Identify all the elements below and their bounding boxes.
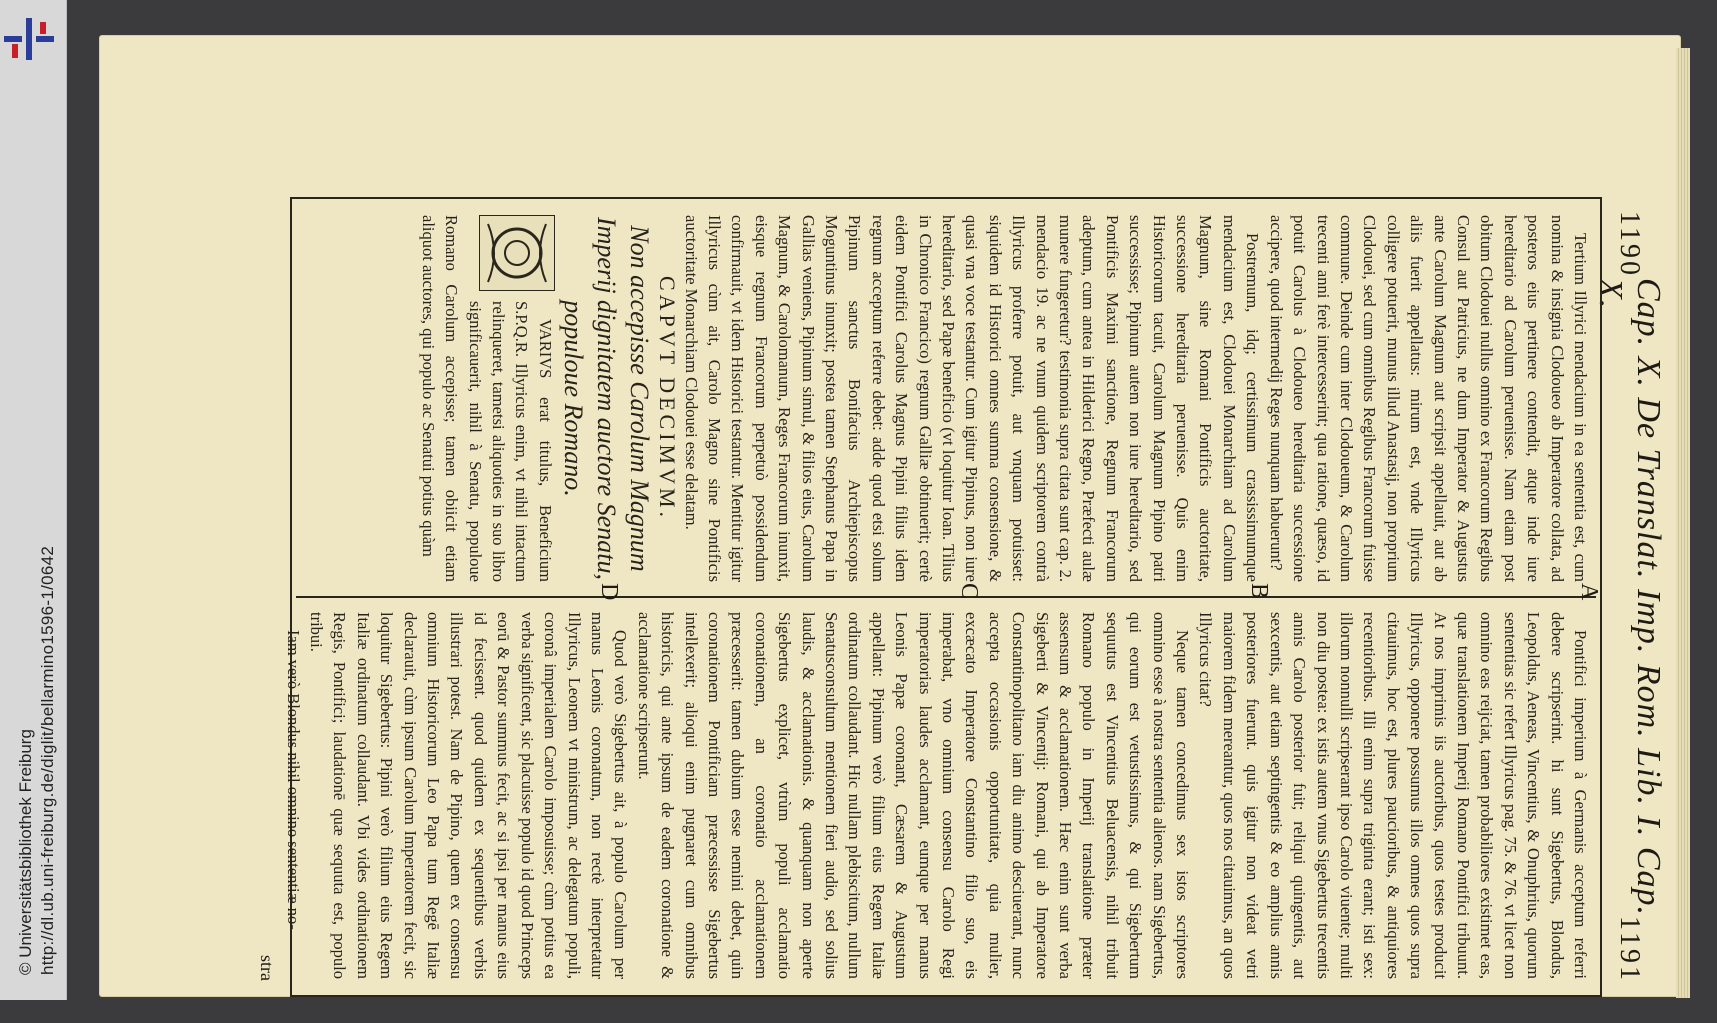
paragraph: Pontifici imperium à Germanis acceptum referri debere scripserint. hi sunt Sigebertus, Blondus, Leopoldus, Aeneas, Vincentius, & Onuphrius, quorum sententias sic refert Illyricus pag. 75. & 76. vt licet non omnino eas reijciat, tamen probabiliores existimet eas, quæ translationem Imperij Romano Pontifici tribuunt. At nos imprimis iis auctoribus, quos testes producit Illyricus, opponere possumus illos omnes quos supra citauimus, hoc est, plures paucioribus, & antiquiores recentioribus. Illi enim supra triginta erant; isti sex: illorum nonnulli scripserant ipso Carolo viuente; multi non diu postea: ex istis autem vnus Sigebertus trecentis annis Carolo posterior fuit; reliqui quingentis, aut sexcentis, aut etiam septingentis & eo amplius annis posteriores fuerunt. quis igitur non videat vetri maiorem fidem mereantur, quos nos citauimus, an quos Illyricus citat? [1196, 612, 1590, 979]
side-letter-d: D [596, 583, 622, 601]
left-column [296, 201, 1596, 598]
running-head [1592, 197, 1667, 997]
viewer-sidebar [0, 0, 67, 1000]
paragraph: Neque tamen concedimus sex istos scriptores omnino esse à nostra sententia alienos. nam Sigebertus, qui eorum est vetustissimus, & qui Sigebertum sequutus est Vincentius Beluacensis, nihil tribuit Romano populo in Imperij translatione præter assensum & acclamationem. Hæc enim sunt verba Sigeberti & Vincentij: Romani, qui ab Imperatore Constantinopolitano iam diu animo desciuerant, nunc accepta occasionis opportunitate, quia mulier, excæcato Imperatore Constantino filio suo, eis imperabat, vno omnium consensu Carolo Regi imperatorias laudes acclamant, eumque per manus Leonis Papæ coronant, Cæsarem & Augustum appellant: Pipinum verò filium eius Regem Italiæ ordinatum collaudant. Hic nullam plebiscitum, nullum Senatusconsultum mentionem fieri audio, sed solius laudis, & acclamationis. & quanquam non aperte Sigebertus explicet, vtrùm populi acclamatio coronationem, an coronatio acclamationem præcesserit: tamen dubium esse nemini debet, quin coronationem Pontificiam præcessisse Sigebertus intellexerit; alioqui enim pugnaret cum omnibus historicis, qui ante ipsum de eadem coronatione & acclamatione scripserunt. [634, 612, 1193, 979]
paragraph: Tertium Illyrici mendacium in ea sententia est, cum nomina & insignia Clodoueo ab Imperatore collata, ad posteros eius pertinere contendit, atque inde iure hereditario ad Carolum peruenisse. Nam etiam post obitum Clodouei nullus omnino ex Francorum Regibus Consul aut Patricius, ne dum Imperator & Augustus ante Carolum Magnum aut scripsit appellauit, aut ab aliis fuerit appellatus: mirum est, vnde Illyricus colligere potuerit, munus illud Anastasij, non proprium Clodouei, sed cum omnibus Regibus Francorum fuisse commune. Deinde cum inter Clodoueum, & Carolum trecenti anni ferè intercesserint; qua ratione, quæso, id potuit Carolus à Clodoueo hereditaria successione accipere, quod intermedij Reges nunquam habuerunt? [1266, 215, 1590, 582]
paragraph: Quod verò Sigebertus ait, à populo Carolum per manus Leonis coronatum, non rectè interpretatur Illyricus, Leonem vt ministrum, ac delegatum populi, coronâ imperialem Carolo imposuisse; cùm potius ea verba significent, sic placuisse populo id quod Princeps eorū & Pastor summus fecit, ac si ipsi per manus eius id fecissent. quod quidem ex sequentibus verbis illustrari potest. Nam de Pipino, quem ex consensu omnium Historicorum Leo Papa tum Regē Italiæ declarauit, cùm ipsum Carolum Imperatorem fecit, sic loquitur Sigebertus: Pipini verò filium eius Regem Italiæ ordinatum collaudant. Vbi vides ordinationem Regis, Pontifici; laudationē quæ sequuta est, populo tribui. [307, 612, 631, 979]
running-head-title: Cap. X. De Translat. Imp. Rom. Lib. I. Cap. X. [1592, 277, 1667, 917]
decorated-initial-icon [479, 215, 555, 291]
permalink-url[interactable]: http://dl.ub.uni-freiburg.de/diglit/bellarmino1596-1/0642 [38, 545, 57, 975]
ub-freiburg-logo-icon [2, 14, 56, 64]
page-edge [1676, 48, 1690, 998]
folio-right: 1191 [1614, 916, 1645, 983]
copyright-notice: © Universitätsbibliothek Freiburg [16, 729, 35, 975]
paragraph: Iam verò Blondus nihil omnino sententiæ no- [283, 630, 303, 930]
right-column [283, 598, 1596, 993]
folio-left: 1190 [1614, 211, 1645, 278]
catchword: stra [257, 955, 277, 981]
side-letter-b: B [1246, 583, 1272, 600]
two-column-text [283, 201, 1596, 993]
chapter-title: CAPVT DECIMVM. [655, 275, 681, 522]
side-letter-c: C [956, 583, 982, 600]
paragraph: Postremum, idq; certissimum crassissimumque mendacium est, Clodouei Monarchiam ad Carolum Magnum, sine Romani Pontificis auctoritate, successione hereditaria peruenisse. Quis enim Historicorum tacuit, Carolum Magnum Pipino patri successisse; Pipinum autem non iure hereditario, sed Pontificis Maximi sanctione, Regnum Francorum adeptum, cum antea in Hilderici Regno, Præfecti aulæ munere fungeretur? testimonia supra citata sunt cap. 2. mendacio 19. ac ne vnum quidem scriptorem contrà Illyricus proferre potuit, aut vnquam potuisset: siquidem id Historici omnes summa consensione, & quasi vna voce testantur. Cum igitur Pipinus, non iure hereditario, sed Papæ beneficio (vt loquitur Ioan. Tilius in Chronico Francico) regnum Galliæ obtinuerit; certè eidem Pontifici Carolus Magnus Pipini filius idem regnum acceptum referre debet: adde quod etsi solum Pipinum sanctus Bonifacius Archiepiscopus Moguntinus inunxit; postea tamen Stephanus Papa in Gallias veniens, Pipinum simul, & filios eius, Carolum Magnum, & Carolomanum, Reges Francorum inunxit, eisque regnum Francorum perpetuò possidendum confirmauit, vt idem Historici testantur. Mentitur igitur Illyricus cùm ait, Carolo Magno sine Pontificis auctoritate Monarchiam Clodouei esse delatam. [681, 215, 1263, 582]
side-letter-a: A [1576, 583, 1602, 601]
rotated-text-block [257, 197, 1667, 997]
chapter-summary: Non accepisse Carolum Magnum Imperij dignitatem auctore Senatu, populoue Romano. [558, 217, 654, 580]
paragraph: VARIVS erat titulus, Beneficium S.P.Q.R. Illyricus enim, vt nihil intactum relinqueret, tametsi aliquoties in suo libro significauerit, nihil à Senatu, populoue Romano Carolum accepisse; tamen obiicit etiam aliquot auctores, qui populo ac Senatui potius quàm [418, 215, 555, 582]
